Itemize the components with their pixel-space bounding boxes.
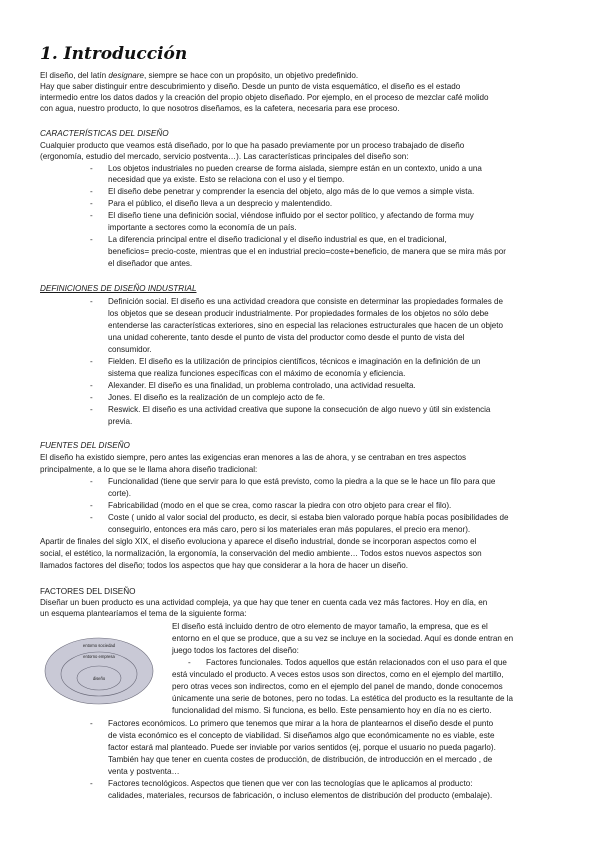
list-item-line: Factores económicos. Lo primero que tenemos que mirar a la hora de plantearnos el diseño desde el punto	[108, 719, 494, 728]
intro-text: El diseño, del latín	[40, 71, 109, 80]
paragraph-line: social, el estético, la normalización, la ergonomía, la conservación del medio ambiente… Todos estos nuevos aspectos son	[40, 549, 482, 558]
list-item-line: consumidor.	[108, 345, 152, 354]
list-item-line: funcionalidad del mismo. Si funciona, es bello. Este pensamiento hoy en día no es cierto.	[172, 706, 492, 715]
list-item-line: Coste ( unido al valor social del producto, es decir, si estaba bien valorado porque había pocas posibilidades de	[108, 513, 509, 522]
list-item-line: Jones. El diseño es la realización de un complejo acto de fe.	[108, 393, 325, 402]
list-item-line: Factores tecnológicos. Aspectos que tienen que ver con las tecnologías que le aplicamos al producto:	[108, 779, 473, 788]
intro-line: intermedio entre los datos dados y la creación del propio objeto diseñado. Por ejemplo, en el proceso de mezclar café molido	[40, 93, 489, 102]
nested-ellipses-diagram	[44, 636, 154, 706]
list-item-line: el diseñador que antes.	[108, 259, 193, 268]
list-item-line: sistema que realiza funciones específicas con el máximo de economía y eficiencia.	[108, 369, 406, 378]
bullet-dash: -	[90, 297, 93, 306]
list-item-line: Definición social. El diseño es una actividad creadora que consiste en determinar las propiedades formales de	[108, 297, 504, 306]
list-item-line: Reswick. El diseño es una actividad creativa que supone la consecución de algo nuevo y útil sin existencia	[108, 405, 491, 414]
bullet-dash: -	[188, 658, 191, 667]
list-item-line: únicamente una serie de botones, pero no todas. La estética del producto es la resultante de la	[172, 694, 514, 703]
bullet-dash: -	[90, 513, 93, 522]
section-heading-fuentes: FUENTES DEL DISEÑO	[40, 441, 130, 450]
list-item-line: El diseño debe penetrar y comprender la esencia del objeto, algo más de lo que vemos a simple vista.	[108, 187, 475, 196]
list-item-line: está vinculado el producto. A veces estos usos son directos, como en el ejemplo del martillo,	[172, 670, 504, 679]
list-item-line: necesidad que ya existe. Esto se relaciona con el uso y el tiempo.	[108, 175, 345, 184]
bullet-dash: -	[90, 393, 93, 402]
paragraph-line: Cualquier producto que veamos está diseñado, por lo que ha pasado previamente por un proceso trabajado de diseño	[40, 141, 465, 150]
side-line: entorno en el que se produce, que a su vez se incluye en la sociedad. Aquí es donde entran en	[172, 634, 514, 643]
bullet-dash: -	[90, 779, 93, 788]
list-item-line: previa.	[108, 417, 133, 426]
intro-line: Hay que saber distinguir entre descubrimiento y diseño. Desde un punto de vista esquemático, el diseño es el estado	[40, 82, 461, 91]
list-item-line: de vista económico es el concepto de viabilidad. Si diseñamos algo que económicamente no es viable, este	[108, 731, 495, 740]
list-item-line: importante a sectores como la economía de un país.	[108, 223, 297, 232]
list-item-line: Los objetos industriales no pueden crearse de forma aislada, siempre están en un contexto, unido a una	[108, 164, 482, 173]
list-item-line: factor estará mal planteado. Puede ser inviable por varios sentidos (ej, porque el usuario no pueda pagarlo).	[108, 743, 496, 752]
intro-line: con agua, nuestro producto, lo que nosotros diseñamos, es la cafetera, necesaria para ese proceso.	[40, 104, 400, 113]
list-item-line: beneficios= precio-coste, mientras que el en industrial precio=coste+beneficio, de manera que se mira más por	[108, 247, 506, 256]
page-title: 1. Introducción	[40, 44, 188, 64]
list-item-line: Alexander. El diseño es una finalidad, un problema controlado, una actividad resuelta.	[108, 381, 416, 390]
label-sociedad: entorno sociedad	[82, 643, 116, 648]
list-item-line: conseguirlo, entonces era más caro, pero si los materiales eran más populares, el precio era menor).	[108, 525, 471, 534]
bullet-dash: -	[90, 501, 93, 510]
list-item-line: Fabricabilidad (modo en el que se crea, como rascar la piedra con otro objeto para crear el filo).	[108, 501, 452, 510]
list-item-line: pero otras veces son indirectos, como en el ejemplo del panel de mando, donde conocemos	[172, 682, 503, 691]
label-diseno: diseño	[92, 676, 106, 681]
list-item-line: venta y postventa…	[108, 767, 180, 776]
list-item-line: corte).	[108, 489, 131, 498]
list-item-line: Fielden. El diseño es la utilización de principios científicos, técnicos e imaginación en la definición de un	[108, 357, 481, 366]
list-item-line: Funcionalidad (tiene que servir para lo que está previsto, como la piedra a la que se le hace un filo para que	[108, 477, 496, 486]
bullet-dash: -	[90, 164, 93, 173]
section-heading-caracteristicas: CARACTERÍSTICAS DEL DISEÑO	[40, 129, 169, 138]
paragraph-line: Apartir de finales del siglo XIX, el diseño evoluciona y aparece el diseño industrial, donde se incorporan aspectos como el	[40, 537, 477, 546]
paragraph-line: (ergonomía, estudio del mercado, servicio postventa…). Las características principales del diseño son:	[40, 152, 409, 161]
label-empresa: entorno empresa	[83, 654, 115, 659]
side-line: El diseño está incluido dentro de otro elemento de mayor tamaño, la empresa, que es el	[172, 622, 488, 631]
bullet-dash: -	[90, 405, 93, 414]
list-item-line: los objetos que se desean producir industrialmente. Por propiedades formales de los objetos no sólo debe	[108, 309, 489, 318]
paragraph-line: principalmente, a lo que se le llama ahora diseño tradicional:	[40, 465, 258, 474]
latin-word: designare	[108, 71, 144, 80]
bullet-dash: -	[90, 235, 93, 244]
side-line: juego todos los factores del diseño:	[172, 646, 299, 655]
paragraph-line: un esquema plantearíamos el tema de la siguiente forma:	[40, 609, 247, 618]
bullet-dash: -	[90, 381, 93, 390]
section-heading-definiciones: DEFINICIONES DE DISEÑO INDUSTRIAL	[40, 284, 197, 293]
bullet-dash: -	[90, 211, 93, 220]
bullet-dash: -	[90, 719, 93, 728]
list-item-line: También hay que tener en cuenta costes de producción, de distribución, de introducción en el mercado , de	[108, 755, 493, 764]
list-item-line: Factores funcionales. Todos aquellos que están relacionados con el uso para el que	[206, 658, 507, 667]
intro-text: , siempre se hace con un propósito, un objetivo predefinido.	[143, 71, 359, 80]
list-item-line: Para el público, el diseño lleva a un desprecio y malentendido.	[108, 199, 333, 208]
bullet-dash: -	[90, 187, 93, 196]
bullet-dash: -	[90, 357, 93, 366]
paragraph-line: El diseño ha existido siempre, pero antes las exigencias eran menores a las de ahora, y se centraban en tres aspectos	[40, 453, 467, 462]
paragraph-line: llamados factores del diseño; todos los aspectos que hay que considerar a la hora de hacer un diseño.	[40, 561, 409, 570]
list-item-line: El diseño tiene una definición social, viéndose influido por el sector político, y afectando de forma muy	[108, 211, 474, 220]
bullet-dash: -	[90, 477, 93, 486]
section-heading-factores: FACTORES DEL DISEÑO	[40, 587, 136, 596]
bullet-dash: -	[90, 199, 93, 208]
list-item-line: una unidad coherente, tanto desde el punto de vista del productor como desde el punto de vista del	[108, 333, 465, 342]
list-item-line: calidades, materiales, recursos de fabricación, o incluso elementos de distribución del producto (embalaje).	[108, 791, 493, 800]
list-item-line: entenderse las características exteriores, sino en especial las relaciones estructurales que hacen de un objeto	[108, 321, 504, 330]
list-item-line: La diferencia principal entre el diseño tradicional y el diseño industrial es que, en el tradicional,	[108, 235, 447, 244]
paragraph-line: Diseñar un buen producto es una actividad compleja, ya que hay que tener en cuenta cada vez más factores. Hoy en día, en	[40, 598, 488, 607]
intro-line	[40, 70, 358, 81]
